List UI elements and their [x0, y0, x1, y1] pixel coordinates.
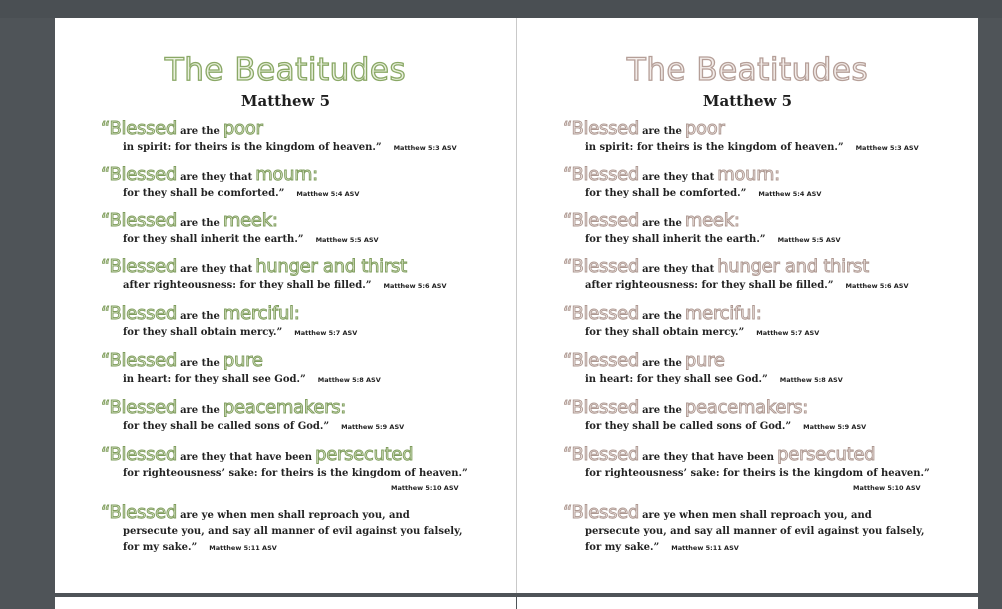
verse-reference: Matthew 5:3 ASV — [393, 144, 457, 152]
blessed-word: “Blessed — [563, 118, 640, 139]
verse-reference: Matthew 5:11 ASV — [671, 544, 739, 552]
verse-block — [563, 444, 973, 494]
blessed-word: “Blessed — [563, 397, 640, 418]
verse-text: persecute you, and say all manner of evil against you falsely, — [123, 526, 463, 537]
verse-block — [563, 210, 973, 248]
verse-reference: Matthew 5:9 ASV — [803, 423, 867, 431]
keyword: peacemakers: — [222, 397, 347, 418]
blessed-word: “Blessed — [563, 210, 640, 231]
blessed-word: “Blessed — [101, 350, 178, 371]
keyword: hunger and thirst — [717, 256, 869, 277]
verse-text: persecute you, and say all manner of evil against you falsely, — [585, 526, 925, 537]
verse-block — [101, 444, 511, 494]
blessed-word: “Blessed — [563, 444, 640, 465]
keyword: persecuted — [315, 444, 414, 465]
verse-block — [101, 303, 511, 341]
verse-block — [563, 164, 973, 202]
verse-text: after righteousness: for they shall be filled.” — [123, 280, 372, 291]
blessed-word: “Blessed — [563, 256, 640, 277]
next-page-right[interactable] — [517, 597, 978, 609]
page-subtitle: Matthew 5 — [702, 92, 793, 110]
connector-text: are they that — [180, 264, 253, 275]
keyword: poor — [684, 118, 725, 139]
verse-reference: Matthew 5:5 ASV — [315, 236, 379, 244]
connector-text: are the — [180, 311, 220, 322]
connector-text: are the — [642, 358, 682, 369]
blessed-word: “Blessed — [101, 444, 178, 465]
verse-block — [101, 118, 511, 156]
connector-text: are they that have been — [180, 452, 313, 463]
verse-text-continued: for my sake.” — [585, 542, 660, 553]
viewer-toolbar — [0, 0, 1002, 18]
verse-reference: Matthew 5:7 ASV — [294, 329, 358, 337]
verse-text: for they shall be comforted.” — [585, 188, 747, 199]
verse-text: for they shall inherit the earth.” — [123, 234, 304, 245]
verse-reference: Matthew 5:6 ASV — [383, 282, 447, 290]
keyword: meek: — [684, 210, 740, 231]
connector-text: are the — [180, 358, 220, 369]
verse-reference: Matthew 5:8 ASV — [779, 376, 843, 384]
verse-block — [101, 350, 511, 388]
keyword: peacemakers: — [684, 397, 809, 418]
next-page-left[interactable] — [55, 597, 516, 609]
verse-block — [101, 397, 511, 435]
keyword: meek: — [222, 210, 278, 231]
connector-text: are the — [642, 218, 682, 229]
keyword: poor — [222, 118, 263, 139]
blessed-word: “Blessed — [101, 502, 178, 523]
verse-text: for righteousness’ sake: for theirs is the kingdom of heaven.” — [123, 468, 468, 479]
connector-text: are they that have been — [642, 452, 775, 463]
connector-text: are they that — [180, 172, 253, 183]
connector-text: are the — [180, 126, 220, 137]
verse-block — [563, 502, 973, 556]
verse-reference: Matthew 5:4 ASV — [296, 190, 360, 198]
verse-text: in heart: for they shall see God.” — [585, 374, 768, 385]
verse-text: for they shall be called sons of God.” — [585, 421, 792, 432]
verse-reference: Matthew 5:3 ASV — [855, 144, 919, 152]
blessed-word: “Blessed — [101, 164, 178, 185]
verse-reference: Matthew 5:7 ASV — [756, 329, 820, 337]
verse-reference: Matthew 5:4 ASV — [758, 190, 822, 198]
connector-text: are ye when men shall reproach you, and — [180, 510, 410, 521]
verse-reference: Matthew 5:10 ASV — [853, 484, 921, 492]
keyword: merciful: — [684, 303, 762, 324]
keyword: merciful: — [222, 303, 300, 324]
verse-text: after righteousness: for they shall be filled.” — [585, 280, 834, 291]
keyword: hunger and thirst — [255, 256, 407, 277]
blessed-word: “Blessed — [101, 210, 178, 231]
page-title: The Beatitudes — [626, 52, 869, 88]
keyword: pure — [684, 350, 725, 371]
blessed-word: “Blessed — [101, 397, 178, 418]
verse-reference: Matthew 5:5 ASV — [777, 236, 841, 244]
verse-text-continued: for my sake.” — [123, 542, 198, 553]
verse-block — [563, 350, 973, 388]
connector-text: are the — [180, 218, 220, 229]
connector-text: are they that — [642, 264, 715, 275]
blessed-word: “Blessed — [563, 502, 640, 523]
verse-block — [563, 397, 973, 435]
connector-text: are ye when men shall reproach you, and — [642, 510, 872, 521]
blessed-word: “Blessed — [563, 164, 640, 185]
verse-block — [101, 210, 511, 248]
verse-text: for they shall obtain mercy.” — [123, 327, 283, 338]
verse-reference: Matthew 5:10 ASV — [391, 484, 459, 492]
verse-block — [563, 256, 973, 294]
blessed-word: “Blessed — [101, 118, 178, 139]
blessed-word: “Blessed — [101, 256, 178, 277]
verse-text: for righteousness’ sake: for theirs is the kingdom of heaven.” — [585, 468, 930, 479]
verse-text: in spirit: for theirs is the kingdom of heaven.” — [585, 142, 844, 153]
connector-text: are the — [642, 311, 682, 322]
blessed-word: “Blessed — [563, 350, 640, 371]
connector-text: are the — [642, 126, 682, 137]
page-green-version[interactable] — [55, 18, 517, 593]
verse-reference: Matthew 5:8 ASV — [317, 376, 381, 384]
verse-reference: Matthew 5:9 ASV — [341, 423, 405, 431]
keyword: mourn: — [717, 164, 780, 185]
page-subtitle: Matthew 5 — [240, 92, 331, 110]
blessed-word: “Blessed — [101, 303, 178, 324]
verse-block — [101, 256, 511, 294]
connector-text: are the — [180, 405, 220, 416]
blessed-word: “Blessed — [563, 303, 640, 324]
verse-text: for they shall inherit the earth.” — [585, 234, 766, 245]
verse-block — [563, 118, 973, 156]
verse-reference: Matthew 5:11 ASV — [209, 544, 277, 552]
verse-text: for they shall be called sons of God.” — [123, 421, 330, 432]
page-rose-version[interactable] — [517, 18, 978, 593]
verse-text: in heart: for they shall see God.” — [123, 374, 306, 385]
verse-block — [101, 502, 511, 556]
verse-text: for they shall be comforted.” — [123, 188, 285, 199]
verse-block — [101, 164, 511, 202]
connector-text: are the — [642, 405, 682, 416]
keyword: pure — [222, 350, 263, 371]
page-title: The Beatitudes — [164, 52, 407, 88]
verse-reference: Matthew 5:6 ASV — [845, 282, 909, 290]
verse-block — [563, 303, 973, 341]
keyword: mourn: — [255, 164, 318, 185]
verse-text: in spirit: for theirs is the kingdom of heaven.” — [123, 142, 382, 153]
connector-text: are they that — [642, 172, 715, 183]
keyword: persecuted — [777, 444, 876, 465]
verse-text: for they shall obtain mercy.” — [585, 327, 745, 338]
